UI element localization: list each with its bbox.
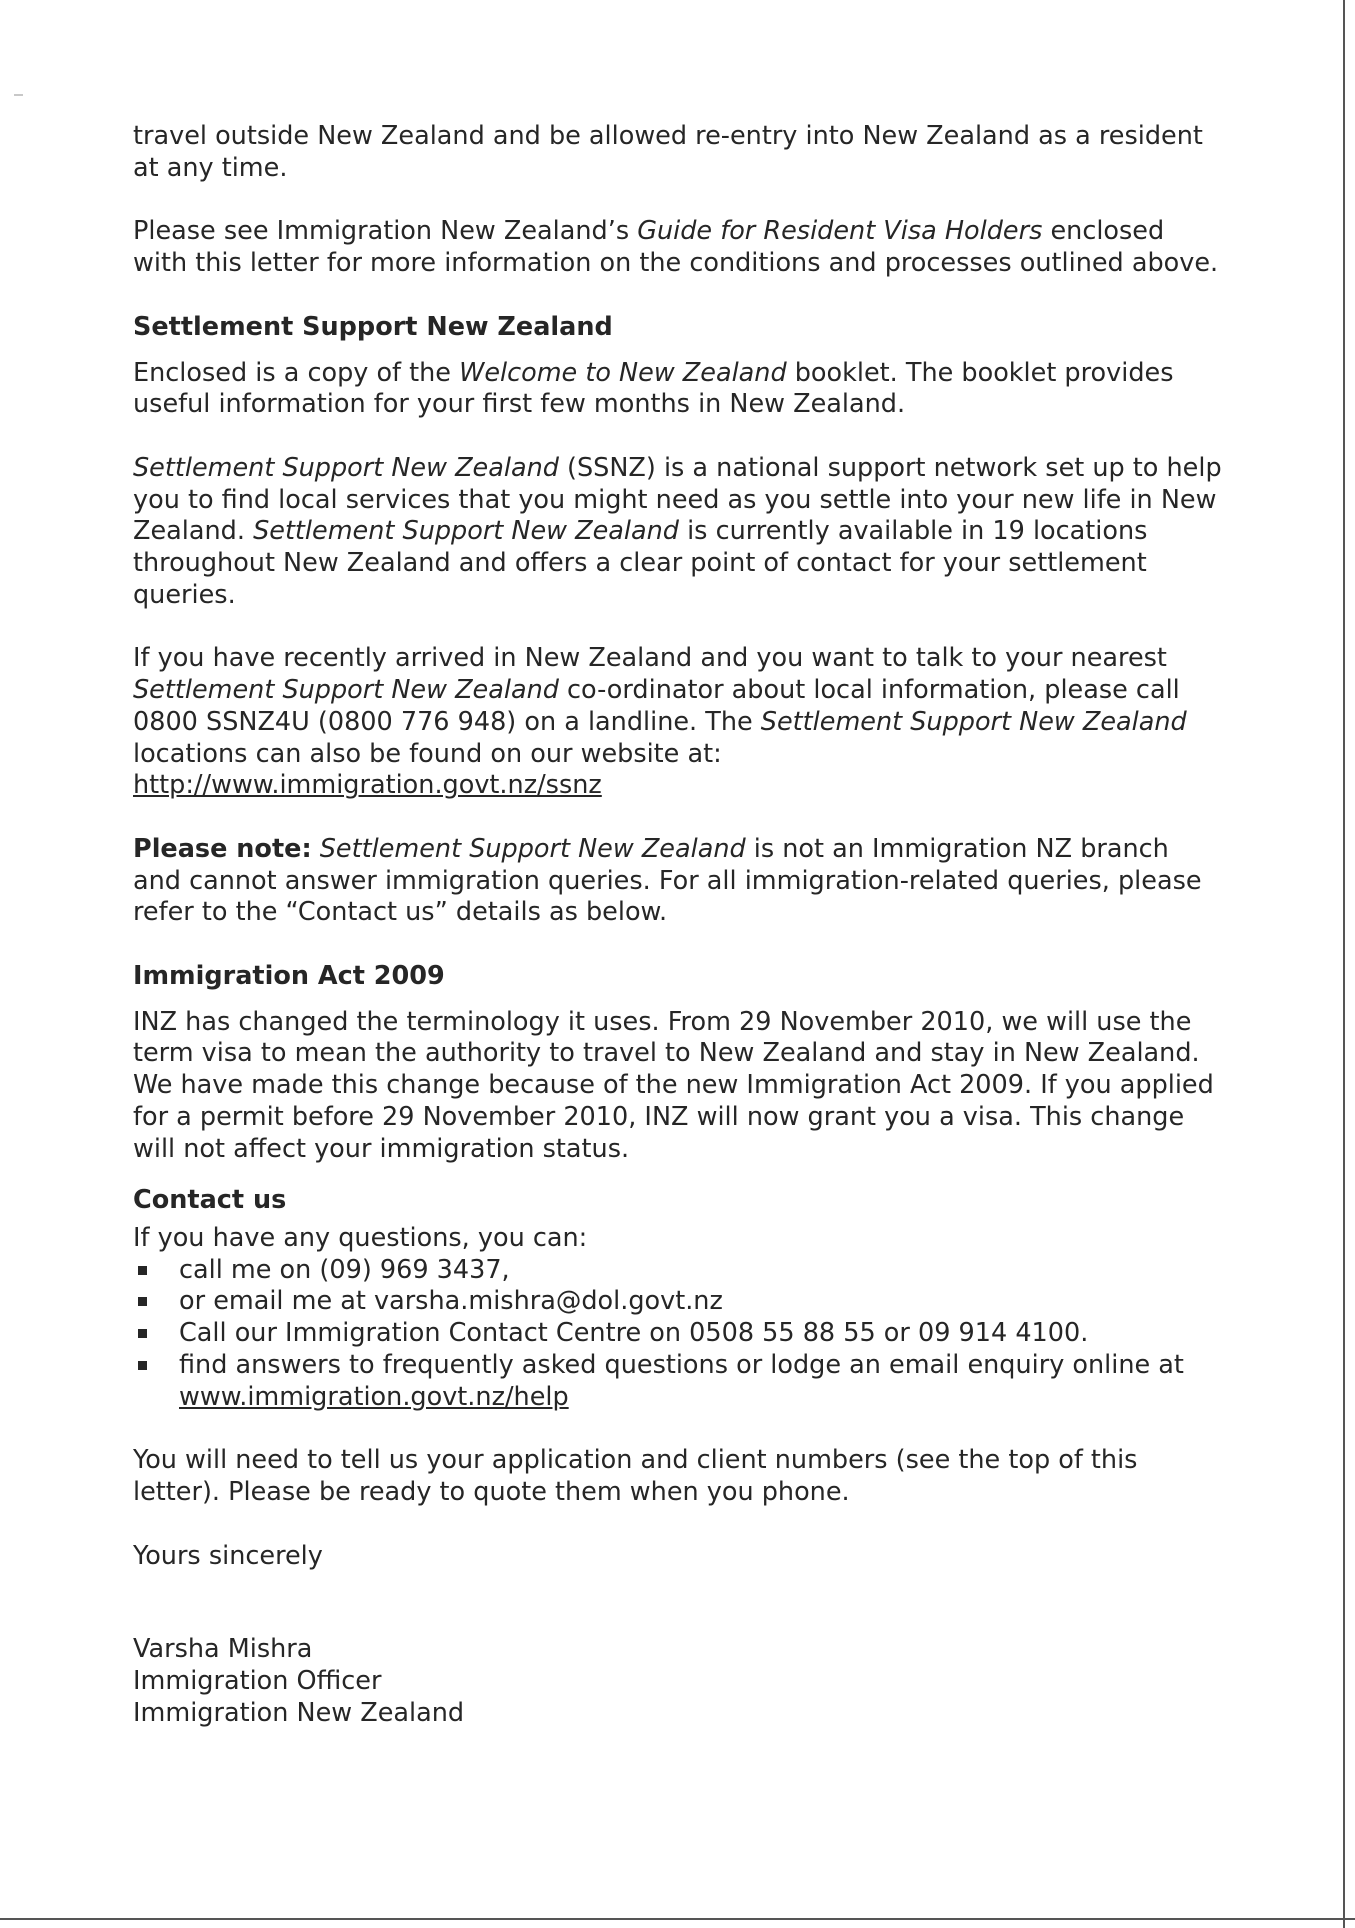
guide-title: Guide for Resident Visa Holders [637, 216, 1043, 247]
signature-block [133, 1634, 1223, 1729]
ssnz-network-after: is currently available in 19 locations throughout New Zealand and offers a clear point of contact for your settlement queries. [133, 516, 1148, 610]
contact-email: or email me at varsha.mishra@dol.govt.nz [179, 1286, 723, 1317]
settlement-heading: Settlement Support New Zealand [133, 311, 613, 342]
list-item [133, 1286, 1223, 1318]
guide-before: Please see Immigration New Zealand’s [133, 216, 638, 247]
ssnz-website-link[interactable]: http://www.immigration.govt.nz/ssnz [133, 770, 602, 801]
scan-speck [14, 94, 23, 96]
closing [133, 1541, 1223, 1573]
ssnz-network-mid: (SSNZ) is a national support network set up to help you to find local services that you might need as you settle into your new life in New Zealand. [133, 452, 1222, 547]
ssnz-name-3: Settlement Support New Zealand [133, 675, 559, 706]
numbers-note-text: You will need to tell us your application and client numbers (see the top of this letter). Please be ready to quote them when you phone. [133, 1445, 1138, 1507]
help-website-link[interactable]: www.immigration.govt.nz/help [179, 1381, 569, 1412]
scan-edge-bottom [0, 1918, 1355, 1920]
square-bullet-icon [138, 1361, 147, 1370]
please-note-after: is not an Immigration NZ branch and cannot answer immigration queries. For all immigration-related queries, please refer to the “Contact us” details as below. [133, 833, 1202, 928]
act-paragraph [133, 1007, 1223, 1166]
intro-paragraph [133, 121, 1223, 184]
act-heading: Immigration Act 2009 [133, 961, 445, 992]
guide-paragraph [133, 216, 1223, 279]
contact-list [133, 1255, 1223, 1414]
ssnz-network-paragraph [133, 453, 1223, 612]
contact-phone: call me on (09) 969 3437, [179, 1254, 510, 1285]
contact-intro-text: If you have any questions, you can: [133, 1222, 588, 1253]
signatory-title: Immigration Officer [133, 1666, 382, 1697]
list-item [133, 1255, 1223, 1287]
ssnz-name-2: Settlement Support New Zealand [253, 516, 679, 547]
settlement-booklet-paragraph [133, 358, 1223, 421]
ssnz-contact-mid: co-ordinator about local information, please call 0800 SSNZ4U (0800 776 948) on a landline. The [133, 675, 1180, 737]
letter-body [133, 121, 1223, 1729]
numbers-note-paragraph [133, 1445, 1223, 1508]
ssnz-name-4: Settlement Support New Zealand [760, 706, 1187, 737]
booklet-before: Enclosed is a copy of the [133, 357, 460, 388]
please-note-paragraph [133, 834, 1223, 929]
signatory-organisation: Immigration New Zealand [133, 1697, 465, 1728]
guide-after: enclosed with this letter for more information on the conditions and processes outlined above. [133, 216, 1219, 279]
square-bullet-icon [138, 1329, 147, 1338]
list-item [133, 1350, 1223, 1413]
contact-heading: Contact us [133, 1185, 287, 1216]
act-text: INZ has changed the terminology it uses. From 29 November 2010, we will use the term visa to mean the authority to travel to New Zealand and stay in New Zealand. We have made this change because of the new Immigration Act 2009. If you applied for a permit before 29 November 2010, INZ will now grant you a visa. This change will not affect your immigration status. [133, 1006, 1214, 1164]
please-note-label: Please note: [133, 833, 312, 864]
closing-text: Yours sincerely [133, 1540, 323, 1571]
ssnz-contact-before: If you have recently arrived in New Zealand and you want to talk to your nearest [133, 643, 1167, 674]
square-bullet-icon [138, 1297, 147, 1306]
ssnz-contact-after: locations can also be found on our website at: [133, 738, 722, 769]
booklet-title: Welcome to New Zealand [459, 357, 787, 388]
signature-space [133, 1572, 1223, 1634]
intro-text: travel outside New Zealand and be allowed re-entry into New Zealand as a resident at any time. [133, 121, 1203, 183]
ssnz-name-1: Settlement Support New Zealand [133, 452, 559, 483]
ssnz-name-5: Settlement Support New Zealand [319, 833, 746, 864]
contact-centre: Call our Immigration Contact Centre on 0508 55 88 55 or 09 914 4100. [179, 1318, 1089, 1349]
list-item [133, 1318, 1223, 1350]
scan-edge-right [1343, 0, 1345, 1928]
booklet-after: booklet. The booklet provides useful information for your first few months in New Zealand. [133, 357, 1174, 420]
contact-online: find answers to frequently asked questions or lodge an email enquiry online at [179, 1349, 1184, 1380]
contact-intro [133, 1223, 1223, 1255]
signatory-name: Varsha Mishra [133, 1634, 313, 1665]
square-bullet-icon [138, 1266, 147, 1275]
ssnz-contact-paragraph [133, 643, 1223, 802]
